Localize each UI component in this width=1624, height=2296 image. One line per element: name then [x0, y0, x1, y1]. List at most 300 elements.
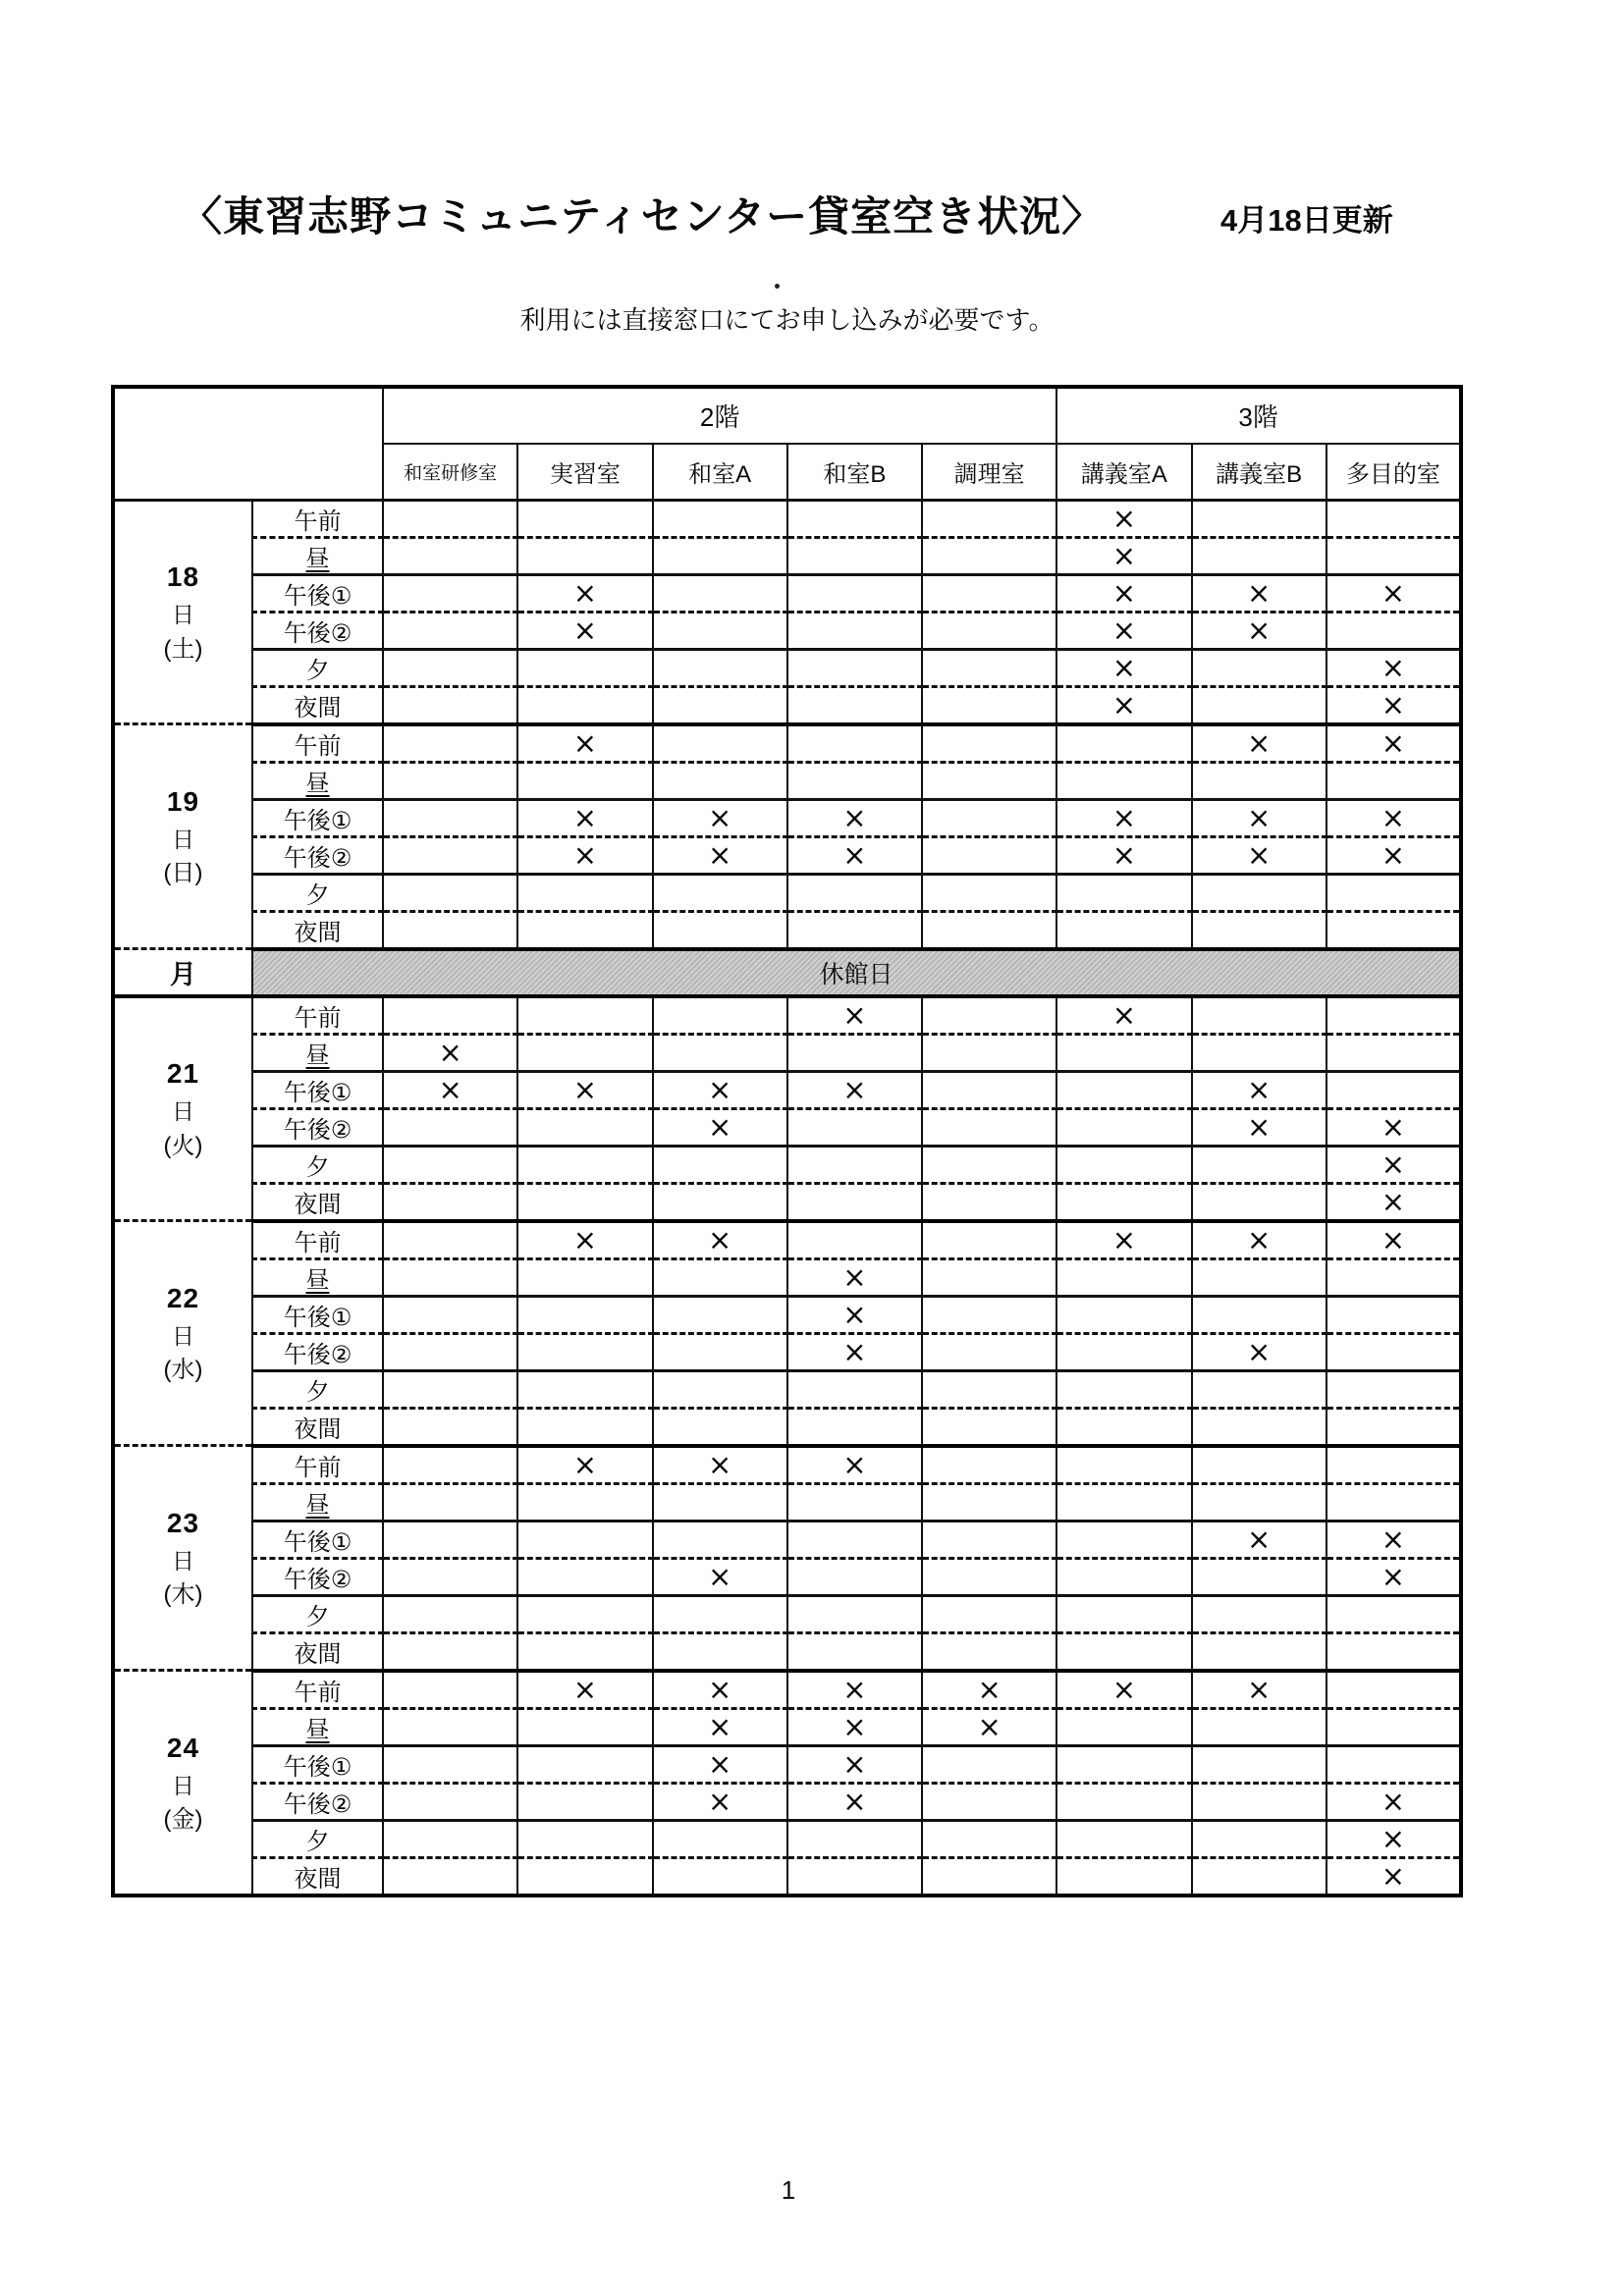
availability-cell-empty: [1192, 1296, 1326, 1333]
availability-cell-empty: [1056, 1820, 1191, 1857]
time-slot-label: 午後②: [252, 1333, 383, 1370]
availability-cell-empty: [1192, 911, 1326, 949]
date-weekday: (金): [163, 1806, 203, 1833]
availability-cell-unavailable: ×: [787, 1071, 922, 1108]
availability-cell-unavailable: ×: [653, 1783, 787, 1820]
availability-cell-empty: [383, 1108, 517, 1146]
availability-cell-empty: [1326, 1483, 1461, 1521]
availability-cell-unavailable: ×: [787, 1671, 922, 1709]
availability-row: [113, 1071, 1461, 1108]
time-slot-label: 昼: [252, 1034, 383, 1071]
availability-row: [113, 1183, 1461, 1221]
availability-cell-empty: [922, 1446, 1056, 1484]
availability-cell-empty: [653, 1296, 787, 1333]
availability-cell-empty: [517, 1333, 652, 1370]
availability-cell-empty: [1056, 1370, 1191, 1408]
floor-header-2f: 2階: [383, 387, 1056, 444]
scan-artifact-dot: [775, 284, 780, 289]
availability-cell-unavailable: ×: [1326, 1521, 1461, 1558]
page-number: 1: [781, 2175, 796, 2205]
availability-cell-empty: [653, 1333, 787, 1370]
availability-cell-empty: [653, 649, 787, 686]
availability-cell-unavailable: ×: [1192, 1333, 1326, 1370]
availability-cell-empty: [1056, 1558, 1191, 1595]
availability-cell-empty: [922, 874, 1056, 911]
availability-cell-unavailable: ×: [1326, 574, 1461, 612]
room-header-jisshushitsu: 実習室: [517, 444, 652, 500]
availability-cell-empty: [1326, 537, 1461, 574]
availability-cell-empty: [383, 1333, 517, 1370]
time-slot-label: 昼: [252, 1258, 383, 1296]
availability-cell-empty: [653, 1146, 787, 1183]
availability-cell-unavailable: ×: [1056, 686, 1191, 724]
availability-cell-empty: [922, 1221, 1056, 1259]
availability-cell-empty: [1326, 1408, 1461, 1446]
availability-cell-unavailable: ×: [787, 1333, 922, 1370]
availability-cell-empty: [383, 911, 517, 949]
availability-row: [113, 574, 1461, 612]
availability-cell-empty: [1192, 1595, 1326, 1632]
availability-cell-empty: [1192, 762, 1326, 799]
availability-cell-empty: [1326, 1595, 1461, 1632]
availability-cell-empty: [383, 1671, 517, 1709]
availability-row: [113, 1558, 1461, 1595]
availability-cell-empty: [787, 537, 922, 574]
availability-cell-unavailable: ×: [383, 1071, 517, 1108]
availability-cell-empty: [517, 500, 652, 537]
availability-cell-empty: [383, 1183, 517, 1221]
availability-cell-empty: [653, 996, 787, 1035]
availability-cell-empty: [922, 612, 1056, 649]
availability-cell-empty: [653, 1483, 787, 1521]
availability-cell-unavailable: ×: [653, 799, 787, 836]
availability-cell-empty: [383, 1146, 517, 1183]
availability-cell-empty: [787, 649, 922, 686]
availability-row: [113, 612, 1461, 649]
availability-cell-empty: [383, 1745, 517, 1783]
availability-cell-empty: [1326, 1071, 1461, 1108]
availability-cell-empty: [383, 1258, 517, 1296]
availability-cell-unavailable: ×: [653, 1108, 787, 1146]
availability-row: [113, 1708, 1461, 1745]
availability-cell-empty: [922, 762, 1056, 799]
availability-cell-empty: [517, 1708, 652, 1745]
availability-cell-empty: [383, 1521, 517, 1558]
availability-cell-unavailable: ×: [1326, 724, 1461, 763]
availability-cell-empty: [1326, 1446, 1461, 1484]
availability-cell-empty: [787, 1558, 922, 1595]
availability-row: [113, 996, 1461, 1035]
availability-cell-unavailable: ×: [1192, 1071, 1326, 1108]
availability-cell-empty: [383, 537, 517, 574]
availability-cell-empty: [1326, 762, 1461, 799]
availability-cell-empty: [653, 874, 787, 911]
availability-cell-empty: [1056, 1521, 1191, 1558]
availability-cell-empty: [383, 874, 517, 911]
availability-cell-empty: [1192, 1632, 1326, 1671]
availability-cell-empty: [383, 649, 517, 686]
availability-cell-unavailable: ×: [1326, 1820, 1461, 1857]
availability-cell-unavailable: ×: [1192, 724, 1326, 763]
availability-cell-empty: [1192, 1034, 1326, 1071]
availability-cell-empty: [383, 1221, 517, 1259]
time-slot-label: 午後①: [252, 799, 383, 836]
availability-cell-empty: [383, 762, 517, 799]
room-header-tamokutekishitsu: 多目的室: [1326, 444, 1461, 500]
availability-cell-unavailable: ×: [922, 1671, 1056, 1709]
availability-row: [113, 1671, 1461, 1709]
time-slot-label: 午前: [252, 996, 383, 1035]
time-slot-label: 夕: [252, 874, 383, 911]
availability-cell-empty: [517, 1558, 652, 1595]
closed-banner: 休館日: [252, 949, 1461, 996]
availability-row: [113, 1595, 1461, 1632]
availability-cell-unavailable: ×: [1192, 1671, 1326, 1709]
availability-cell-empty: [517, 1632, 652, 1671]
availability-row: [113, 836, 1461, 874]
time-slot-label: 夕: [252, 1146, 383, 1183]
date-unit: 日: [172, 602, 194, 627]
availability-cell-unavailable: ×: [787, 1446, 922, 1484]
time-slot-label: 昼: [252, 762, 383, 799]
availability-cell-empty: [653, 537, 787, 574]
availability-cell-empty: [383, 1783, 517, 1820]
availability-cell-empty: [1326, 1708, 1461, 1745]
availability-row: [113, 1446, 1461, 1484]
floor-header-row: [113, 387, 1461, 444]
availability-cell-empty: [787, 1632, 922, 1671]
availability-cell-empty: [1192, 1745, 1326, 1783]
availability-cell-empty: [383, 1446, 517, 1484]
availability-cell-unavailable: ×: [1326, 799, 1461, 836]
availability-cell-empty: [787, 1146, 922, 1183]
date-unit: 日: [172, 1322, 194, 1349]
availability-cell-empty: [383, 1296, 517, 1333]
availability-cell-empty: [922, 799, 1056, 836]
availability-cell-empty: [922, 1071, 1056, 1108]
availability-cell-empty: [1326, 1671, 1461, 1709]
room-header-kogishitsu-a: 講義室A: [1056, 444, 1191, 500]
date-weekday: (火): [163, 1132, 203, 1159]
availability-cell-empty: [1326, 874, 1461, 911]
time-slot-label: 午後②: [252, 1558, 383, 1595]
availability-cell-empty: [517, 996, 652, 1035]
date-number: 24: [166, 1732, 200, 1763]
time-slot-label: 午後①: [252, 1296, 383, 1333]
availability-cell-empty: [517, 874, 652, 911]
time-slot-label: 昼: [252, 537, 383, 574]
availability-cell-empty: [922, 1558, 1056, 1595]
date-number: 21: [166, 1058, 200, 1089]
time-slot-label: 午前: [252, 500, 383, 537]
availability-cell-unavailable: ×: [517, 799, 652, 836]
room-header-washitsu-a: 和室A: [653, 444, 787, 500]
availability-row: [113, 1333, 1461, 1370]
availability-cell-empty: [517, 1521, 652, 1558]
availability-row: [113, 762, 1461, 799]
availability-cell-empty: [787, 1183, 922, 1221]
availability-cell-empty: [1056, 1258, 1191, 1296]
subtitle: 利用には直接窓口にてお申し込みが必要です。: [519, 305, 1055, 335]
availability-cell-empty: [383, 612, 517, 649]
availability-cell-empty: [1192, 1857, 1326, 1896]
availability-cell-empty: [517, 1146, 652, 1183]
availability-cell-empty: [653, 1370, 787, 1408]
time-slot-label: 午前: [252, 1446, 383, 1484]
availability-cell-empty: [1056, 1632, 1191, 1671]
availability-cell-empty: [383, 1408, 517, 1446]
availability-cell-unavailable: ×: [653, 1221, 787, 1259]
availability-cell-empty: [922, 1857, 1056, 1896]
availability-cell-empty: [383, 1370, 517, 1408]
availability-row: [113, 1221, 1461, 1259]
date-weekday: (土): [163, 635, 203, 663]
update-date: 4月18日更新: [1220, 203, 1393, 238]
closed-day-row: [113, 949, 1461, 996]
availability-row: [113, 1034, 1461, 1071]
availability-cell-empty: [383, 574, 517, 612]
date-cell-monday: 月: [113, 949, 252, 996]
availability-cell-unavailable: ×: [1192, 574, 1326, 612]
availability-cell-empty: [1192, 1783, 1326, 1820]
availability-cell-empty: [653, 1521, 787, 1558]
time-slot-label: 午後①: [252, 1745, 383, 1783]
availability-cell-empty: [787, 1521, 922, 1558]
availability-cell-empty: [922, 911, 1056, 949]
date-weekday: (木): [163, 1581, 203, 1609]
availability-cell-empty: [653, 1408, 787, 1446]
availability-cell-unavailable: ×: [1192, 1221, 1326, 1259]
availability-cell-unavailable: ×: [517, 836, 652, 874]
availability-cell-empty: [922, 1820, 1056, 1857]
availability-cell-empty: [922, 724, 1056, 763]
availability-cell-empty: [787, 1108, 922, 1146]
availability-row: [113, 686, 1461, 724]
availability-cell-empty: [1326, 911, 1461, 949]
availability-cell-empty: [383, 686, 517, 724]
availability-cell-empty: [1056, 1183, 1191, 1221]
date-number: 23: [166, 1507, 200, 1538]
availability-cell-empty: [1326, 612, 1461, 649]
availability-cell-empty: [1192, 1258, 1326, 1296]
availability-cell-empty: [787, 762, 922, 799]
availability-cell-empty: [1056, 762, 1191, 799]
time-slot-label: 午後②: [252, 1783, 383, 1820]
availability-cell-empty: [653, 1595, 787, 1632]
availability-cell-empty: [383, 1483, 517, 1521]
time-slot-label: 夕: [252, 649, 383, 686]
availability-row: [113, 1146, 1461, 1183]
date-number: 19: [166, 785, 200, 817]
availability-cell-empty: [1192, 1370, 1326, 1408]
availability-table-body: [113, 500, 1461, 1896]
availability-cell-empty: [787, 686, 922, 724]
availability-cell-empty: [1192, 1558, 1326, 1595]
availability-cell-unavailable: ×: [653, 1558, 787, 1595]
time-slot-label: 夕: [252, 1595, 383, 1632]
availability-cell-unavailable: ×: [1056, 537, 1191, 574]
availability-row: [113, 1370, 1461, 1408]
availability-cell-empty: [653, 1820, 787, 1857]
availability-cell-empty: [787, 1595, 922, 1632]
availability-cell-unavailable: ×: [517, 1071, 652, 1108]
availability-cell-empty: [517, 911, 652, 949]
availability-cell-empty: [1056, 1483, 1191, 1521]
date-cell: [113, 996, 252, 1221]
availability-row: [113, 1632, 1461, 1671]
time-slot-label: 夕: [252, 1370, 383, 1408]
corner-cell: [113, 387, 383, 500]
availability-cell-unavailable: ×: [1192, 1521, 1326, 1558]
availability-cell-empty: [787, 500, 922, 537]
availability-row: [113, 1783, 1461, 1820]
availability-cell-empty: [922, 1595, 1056, 1632]
availability-cell-empty: [653, 911, 787, 949]
availability-cell-unavailable: ×: [1056, 799, 1191, 836]
availability-cell-unavailable: ×: [1056, 612, 1191, 649]
availability-cell-empty: [1056, 1108, 1191, 1146]
availability-cell-empty: [787, 911, 922, 949]
availability-cell-unavailable: ×: [653, 1671, 787, 1709]
availability-cell-unavailable: ×: [787, 1783, 922, 1820]
availability-cell-empty: [922, 1370, 1056, 1408]
availability-cell-empty: [787, 612, 922, 649]
availability-cell-empty: [787, 1370, 922, 1408]
date-number: 18: [166, 561, 200, 592]
availability-cell-empty: [383, 799, 517, 836]
availability-row: [113, 500, 1461, 537]
availability-cell-unavailable: ×: [1326, 1783, 1461, 1820]
availability-cell-empty: [787, 1408, 922, 1446]
availability-cell-empty: [922, 996, 1056, 1035]
availability-cell-empty: [922, 1333, 1056, 1370]
availability-cell-unavailable: ×: [1326, 836, 1461, 874]
availability-cell-empty: [922, 1408, 1056, 1446]
availability-cell-empty: [1326, 1258, 1461, 1296]
availability-cell-empty: [922, 1745, 1056, 1783]
availability-cell-empty: [517, 1857, 652, 1896]
date-weekday: (水): [163, 1357, 203, 1384]
availability-cell-empty: [653, 500, 787, 537]
availability-cell-empty: [383, 1820, 517, 1857]
availability-cell-empty: [517, 1108, 652, 1146]
availability-cell-unavailable: ×: [1326, 1221, 1461, 1259]
time-slot-label: 夕: [252, 1820, 383, 1857]
availability-cell-unavailable: ×: [1326, 1183, 1461, 1221]
availability-cell-empty: [1192, 686, 1326, 724]
availability-cell-empty: [383, 1708, 517, 1745]
availability-cell-empty: [787, 1483, 922, 1521]
availability-cell-empty: [517, 1034, 652, 1071]
availability-row: [113, 911, 1461, 949]
availability-cell-empty: [1326, 1333, 1461, 1370]
availability-cell-unavailable: ×: [653, 836, 787, 874]
time-slot-label: 午後①: [252, 1521, 383, 1558]
time-slot-label: 午前: [252, 724, 383, 763]
availability-cell-unavailable: ×: [787, 1745, 922, 1783]
availability-cell-unavailable: ×: [1192, 799, 1326, 836]
availability-cell-empty: [1056, 1745, 1191, 1783]
availability-cell-empty: [922, 1108, 1056, 1146]
availability-cell-empty: [1192, 1446, 1326, 1484]
availability-cell-empty: [922, 1521, 1056, 1558]
availability-cell-unavailable: ×: [517, 1671, 652, 1709]
availability-cell-empty: [383, 996, 517, 1035]
room-header-chorishitsu: 調理室: [922, 444, 1056, 500]
availability-cell-empty: [787, 1034, 922, 1071]
availability-cell-empty: [1056, 1783, 1191, 1820]
availability-cell-empty: [1192, 1408, 1326, 1446]
time-slot-label: 午後①: [252, 574, 383, 612]
availability-cell-empty: [922, 1183, 1056, 1221]
availability-cell-empty: [1056, 911, 1191, 949]
date-cell: [113, 1221, 252, 1446]
availability-cell-unavailable: ×: [1056, 996, 1191, 1035]
availability-cell-empty: [1326, 1296, 1461, 1333]
availability-cell-empty: [922, 1034, 1056, 1071]
time-slot-label: 昼: [252, 1483, 383, 1521]
availability-row: [113, 1745, 1461, 1783]
date-cell: [113, 1446, 252, 1671]
date-weekday: (日): [163, 860, 203, 887]
availability-table: [111, 385, 1463, 1897]
availability-cell-unavailable: ×: [787, 1258, 922, 1296]
availability-cell-empty: [517, 649, 652, 686]
availability-cell-empty: [787, 574, 922, 612]
room-header-washitsu-kenshushitsu: 和室研修室: [383, 444, 517, 500]
availability-cell-empty: [653, 1183, 787, 1221]
availability-cell-unavailable: ×: [1056, 1671, 1191, 1709]
availability-row: [113, 1521, 1461, 1558]
availability-row: [113, 724, 1461, 763]
availability-cell-unavailable: ×: [1056, 649, 1191, 686]
availability-cell-empty: [1056, 1857, 1191, 1896]
availability-cell-unavailable: ×: [517, 612, 652, 649]
availability-cell-empty: [383, 1857, 517, 1896]
availability-cell-empty: [517, 1820, 652, 1857]
availability-cell-empty: [517, 1408, 652, 1446]
availability-cell-empty: [1192, 537, 1326, 574]
availability-cell-empty: [922, 1296, 1056, 1333]
availability-cell-empty: [922, 1258, 1056, 1296]
availability-cell-unavailable: ×: [922, 1708, 1056, 1745]
availability-cell-unavailable: ×: [1326, 1558, 1461, 1595]
availability-cell-empty: [653, 1034, 787, 1071]
time-slot-label: 夜間: [252, 911, 383, 949]
availability-cell-unavailable: ×: [653, 1708, 787, 1745]
time-slot-label: 午前: [252, 1221, 383, 1259]
availability-cell-empty: [1056, 1071, 1191, 1108]
availability-cell-unavailable: ×: [1326, 1857, 1461, 1896]
availability-row: [113, 874, 1461, 911]
availability-cell-empty: [653, 762, 787, 799]
availability-cell-empty: [922, 1483, 1056, 1521]
availability-cell-unavailable: ×: [383, 1034, 517, 1071]
availability-cell-unavailable: ×: [787, 799, 922, 836]
availability-row: [113, 799, 1461, 836]
availability-cell-empty: [787, 1221, 922, 1259]
page-title: 〈東習志野コミュニティセンター貸室空き状況〉: [181, 193, 1105, 240]
availability-cell-empty: [1056, 1446, 1191, 1484]
availability-cell-empty: [383, 1558, 517, 1595]
time-slot-label: 夜間: [252, 1632, 383, 1671]
availability-cell-unavailable: ×: [1056, 1221, 1191, 1259]
availability-cell-empty: [787, 1820, 922, 1857]
availability-cell-empty: [1192, 1483, 1326, 1521]
availability-cell-empty: [517, 1783, 652, 1820]
date-number: 22: [166, 1282, 200, 1313]
availability-cell-unavailable: ×: [653, 1071, 787, 1108]
